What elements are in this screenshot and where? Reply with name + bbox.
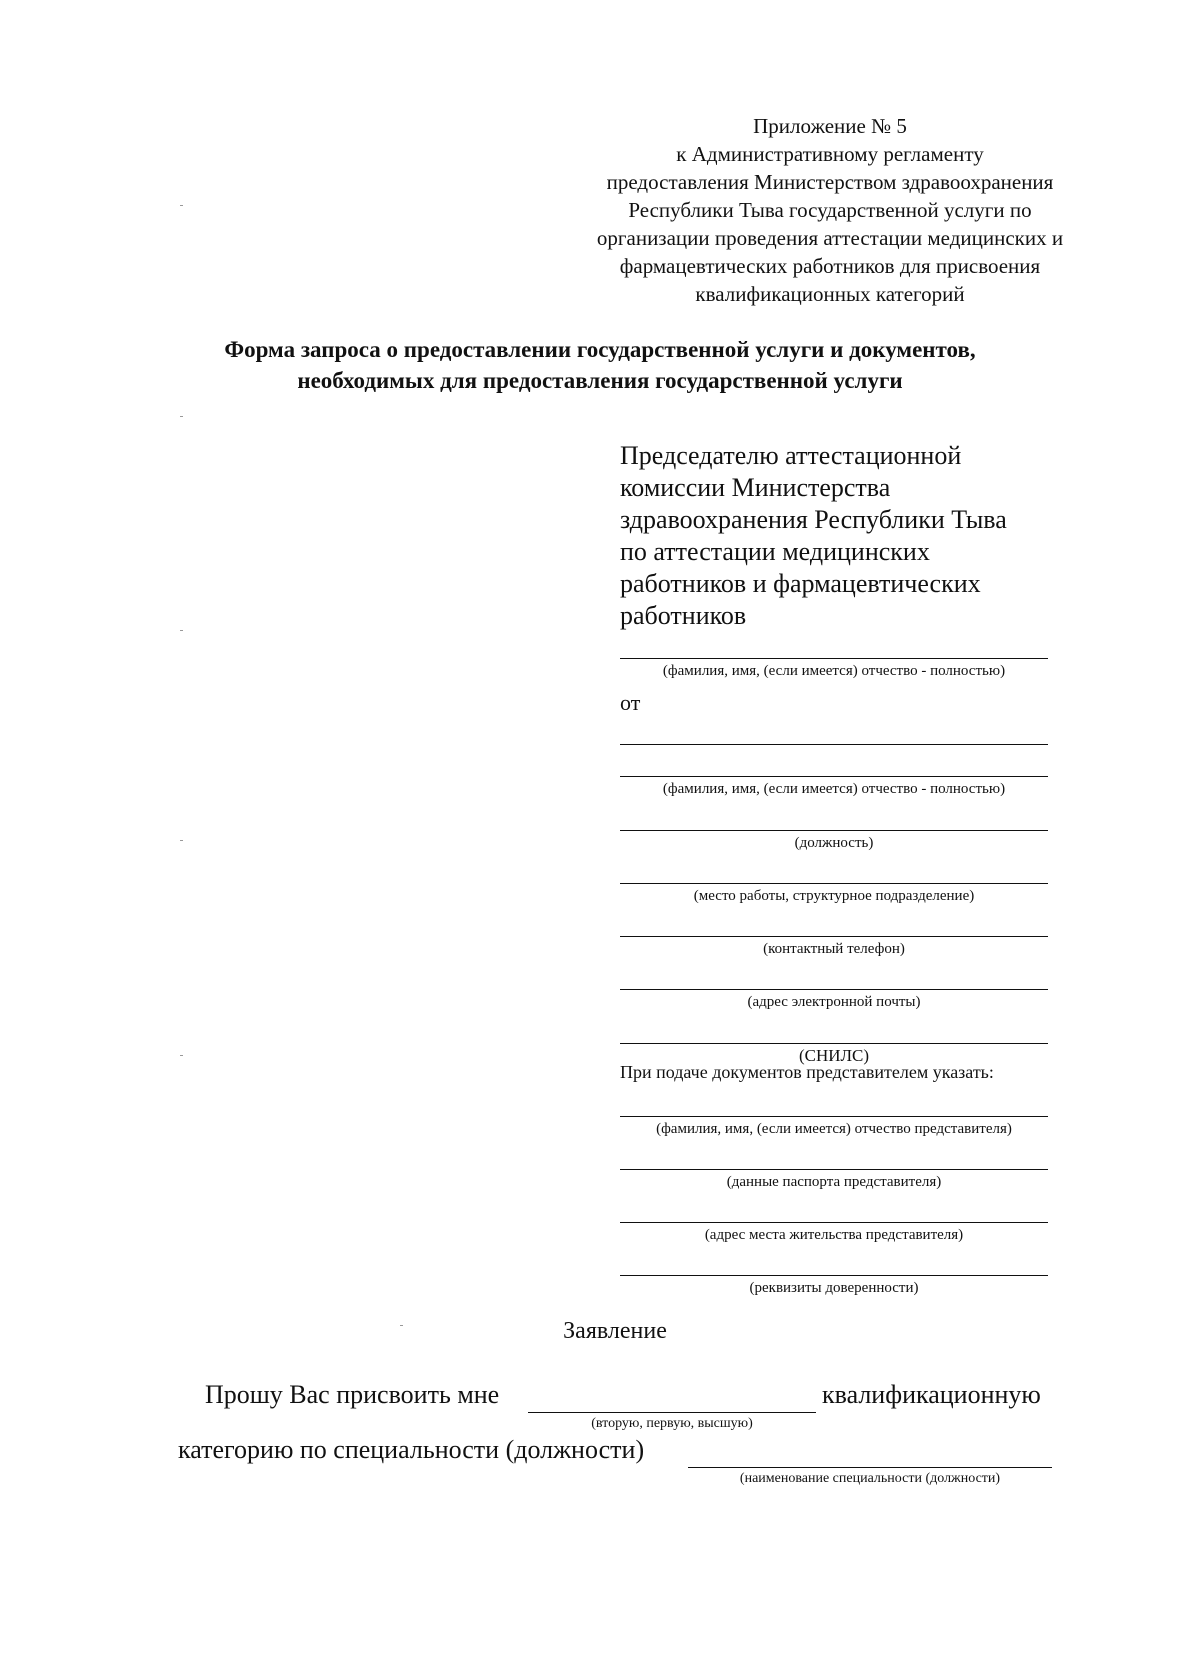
appendix-line: организации проведения аттестации медицинских и [596, 226, 1064, 250]
field-caption: (реквизиты доверенности) [749, 1280, 919, 1296]
fill-line [620, 658, 1048, 659]
fill-line [620, 989, 1048, 990]
scan-speck [180, 840, 183, 841]
appendix-line: фармацевтических работников для присвоения [619, 254, 1041, 278]
statement-title: Заявление [563, 1318, 667, 1344]
field-caption: (место работы, структурное подразделение) [693, 888, 975, 904]
fill-line [620, 1043, 1048, 1044]
fill-line [620, 776, 1048, 777]
request-line-2: категорию по специальности (должности) [178, 1435, 645, 1464]
request-line-start: Прошу Вас присвоить мне [205, 1380, 500, 1409]
scan-speck [180, 630, 183, 631]
scan-speck [180, 205, 183, 206]
category-caption: (вторую, первую, высшую) [591, 1416, 753, 1431]
email-field[interactable] [620, 989, 1048, 1011]
chair-name-field[interactable] [620, 658, 1048, 680]
addressee-line: работников и фармацевтических [620, 569, 981, 598]
field-caption: (адрес места жительства представителя) [704, 1227, 964, 1243]
rep-name-field[interactable] [620, 1116, 1048, 1138]
representative-note: При подаче документов представителем указать: [620, 1062, 994, 1082]
appendix-line: Приложение № 5 [753, 114, 907, 138]
field-caption: (фамилия, имя, (если имеется) отчество - полностью) [662, 781, 1006, 797]
fill-line [620, 1169, 1048, 1170]
field-caption: (фамилия, имя, (если имеется) отчество - полностью) [662, 663, 1006, 679]
fill-line [620, 1116, 1048, 1117]
appendix-line: к Административному регламенту [676, 142, 984, 166]
phone-field[interactable] [620, 936, 1048, 958]
fill-line [620, 830, 1048, 831]
applicant-name-line-1[interactable] [620, 744, 1048, 745]
scan-speck [180, 416, 183, 417]
fill-line [620, 936, 1048, 937]
appendix-header [560, 112, 1100, 308]
rep-power-of-attorney-field[interactable] [620, 1275, 1048, 1297]
field-caption: (контактный телефон) [763, 941, 905, 957]
appendix-line: предоставления Министерством здравоохранения [606, 170, 1054, 194]
specialty-caption: (наименование специальности (должности) [739, 1471, 1001, 1486]
rep-passport-field[interactable] [620, 1169, 1048, 1191]
appendix-line: квалификационных категорий [695, 282, 965, 306]
position-field[interactable] [620, 830, 1048, 852]
rep-address-field[interactable] [620, 1222, 1048, 1244]
workplace-field[interactable] [620, 883, 1048, 905]
from-label: от [620, 690, 641, 715]
addressee-block [620, 440, 1090, 632]
field-caption: (должность) [794, 835, 874, 851]
applicant-name-field[interactable] [620, 776, 1048, 798]
field-caption: (данные паспорта представителя) [726, 1174, 942, 1190]
appendix-line: Республики Тыва государственной услуги по [628, 198, 1032, 222]
field-caption: (СНИЛС) [798, 1046, 870, 1065]
addressee-line: здравоохранения Республики Тыва [620, 505, 1007, 534]
field-caption: (фамилия, имя, (если имеется) отчество представителя) [656, 1121, 1012, 1137]
field-caption: (адрес электронной почты) [747, 994, 921, 1010]
form-title-line: Форма запроса о предоставлении государственной услуги и документов, [224, 337, 976, 362]
addressee-line: комиссии Министерства [620, 473, 891, 502]
fill-line [620, 1222, 1048, 1223]
fill-line [620, 883, 1048, 884]
scan-speck [180, 1055, 183, 1056]
request-line-end: квалификационную [822, 1380, 1041, 1409]
fill-line [620, 1275, 1048, 1276]
specialty-blank[interactable] [688, 1467, 1052, 1468]
addressee-line: Председателю аттестационной [620, 441, 962, 470]
scan-speck [400, 1325, 403, 1326]
addressee-line: работников [620, 601, 747, 630]
form-title-line: необходимых для предоставления государственной услуги [297, 368, 903, 393]
category-blank[interactable] [528, 1412, 816, 1413]
form-title [100, 334, 1100, 396]
addressee-line: по аттестации медицинских [620, 537, 930, 566]
